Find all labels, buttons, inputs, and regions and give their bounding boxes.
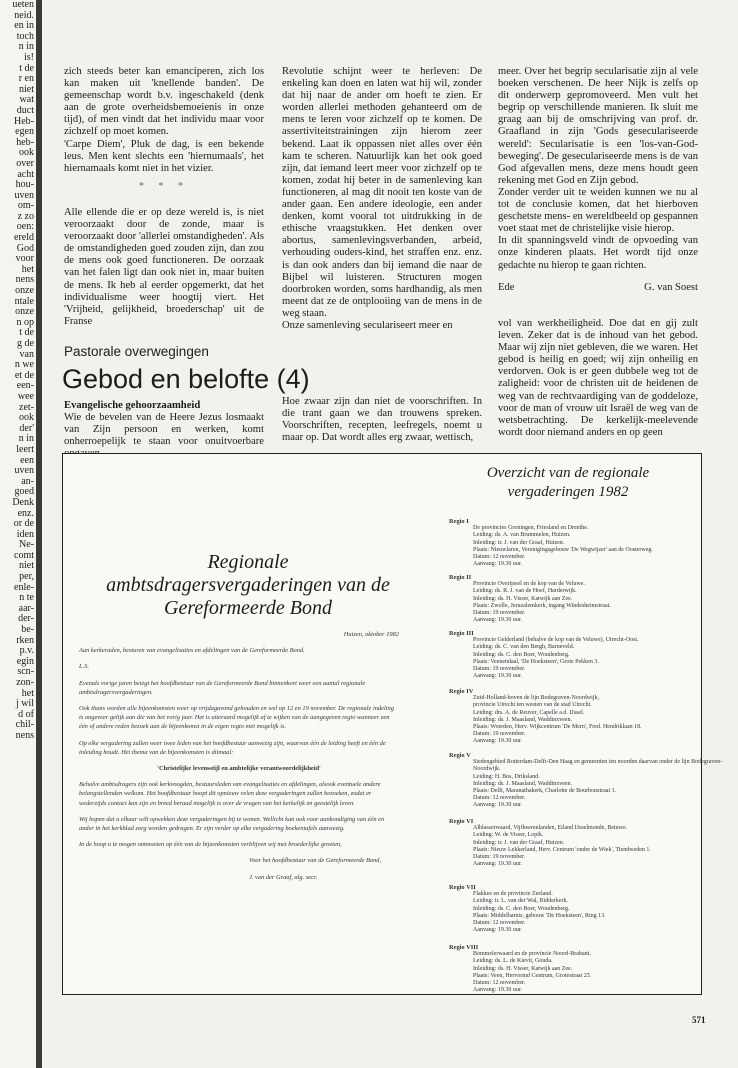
previous-page-fragment: over [16,157,34,169]
paragraph: Hoe zwaar zijn dan niet de voorschriften. In die trant gaan we dan trouwens spreken. Voorschriften, recepten, leefregels, noemt u maar op. Dat wordt alles erg zwaar, wettisch, [282,396,482,444]
region-detail: Datum: 19 november. [473,666,526,673]
region-detail: Flakkee en de provincie Zeeland. [473,891,553,898]
region-detail: Aanvang: 19.30 uur. [473,861,522,868]
paragraph: In dit spanningsveld vindt de opvoeding van onze kinderen plaats. Het wordt tijd onze gedachte nu hierop te gaan richten. [498,235,698,271]
region-detail: Datum: 19 november. [473,731,526,738]
previous-page-fragment: ereld [14,232,34,244]
letter-closing: Voor het hoofdbestuur van de Gereformeerde Bond, [249,857,382,865]
previous-page-fragment: duct [16,104,34,116]
paragraph: Zonder verder uit te weiden kunnen we nu al tot de conclusie komen, dat het hierboven geschetste mens- en wereldbeeld op gespannen voet staat met de christelijke visie hierop. [498,186,698,235]
region-label: Regio III [449,630,474,637]
signature-line [498,282,698,294]
previous-page-fragment: n in [18,433,34,445]
region-detail: Zuid-Holland-boven de lijn Bodegraven-Noordwijk, [473,695,599,702]
letter-paragraph: Evenals vorige jaren beiegt het hoofdbestuur van de Gereformeerde Bond binnenkort weer een aantal regionale ambtsdragersvergaderingen. [79,679,366,696]
previous-page-fragment: onze [15,306,34,318]
region-detail: Leiding: ds. A. van Brummelen, Huizen. [473,532,571,539]
announcement-letter [79,630,399,889]
region-block [449,630,738,680]
region-detail: Provincie Gelderland (behalve de kop van de Veluwe), Utrecht-Oost. [473,637,639,644]
previous-page-fragment: n in [18,41,34,53]
letter-signatory: J. van der Graaf, alg. secr. [249,873,318,881]
previous-page-column [0,0,37,1068]
region-detail: Leiding: ir. L. van der Wal, Ridderkerk. [473,898,569,905]
previous-page-fragment: egin [16,655,34,667]
previous-page-fragment: niet [19,83,34,95]
previous-page-fragment: voor [15,253,34,265]
region-detail: Plaats: Nieuw Lekkerland, Herv. Centrum 'onder de Wiek', Tiendweden 1. [473,846,651,853]
region-block [449,574,738,624]
previous-page-fragment: een [20,454,34,466]
previous-page-fragment: t de [19,62,34,74]
region-label: Regio VI [449,818,474,825]
previous-page-fragment: der- [18,613,34,625]
previous-page-fragment: niet [19,560,34,572]
letter-salutation: L.S. [79,663,89,671]
previous-page-fragment: be- [21,624,34,636]
region-label: Regio V [449,752,471,759]
region-detail: Aanvang: 19.30 uur. [473,617,522,624]
overview-title: Overzicht van de regionale vergaderingen 1982 [486,465,650,500]
region-detail: Inleiding: ds. C. den Boer, Woudenberg. [473,905,570,912]
meeting-theme: 'Christelijke levensstijl en ambtelijke verantwoordelijkheid' [157,765,321,773]
region-detail: Aanvang: 19.30 uur. [473,561,522,568]
paragraph: Alle ellende die er op deze wereld is, is niet veroorzaakt door de zonde, maar is veroorzaakt door 'allerlei omstandigheden'. Als de omstandigheden goed zouden zijn, dan zou de mens ook goed functioneren. De oorzaak van het falen ligt dan ook niet in, maar buiten de mens. Ik heb al eerder opgemerkt, dat het individualisme weer hoogtij viert. Het 'Vrijheid, gelijkheid, broederschap' uit de Franse [64,206,264,327]
previous-page-fragment: rken [16,634,34,646]
previous-page-fragment: en in [14,20,34,32]
previous-page-fragment: goed [14,486,34,498]
place: Ede [498,281,515,293]
region-detail: De provincies Groningen, Friesland en Drenthe. [473,525,589,532]
paragraph: Wie de bevelen van de Heere Jezus losmaakt van Zijn persoon en werken, komt onherroepelijk te staan voor onuitvoerbare [64,412,264,448]
previous-page-fragment: is! [24,51,34,63]
previous-page-fragment: ueten [12,0,34,10]
region-label: Regio II [449,574,472,581]
article-column-3 [498,66,698,294]
region-detail: Datum: 12 november. [473,554,526,561]
letter-paragraph: Op elke vergadering zullen weer twee leden van het hoofdbestuur aanwezig zijn, waarvan één de leiding heeft en één de inleiding houdt. Het thema van de bijeenkomsten is ditmaal: [79,739,386,756]
previous-page-fragment: hou- [15,179,34,191]
previous-page-fragment: uven [14,189,34,201]
article2-column-2 [282,396,482,444]
letter-paragraph: In de hoop u te mogen ontmoeten op één van de bijeenkomsten verblijven wij met broederlijke groeten, [79,841,342,849]
previous-page-fragment: iden [16,528,34,540]
paragraph: meer. Over het begrip secularisatie zijn al vele boeken verschenen. De heer Nijk is zelfs op dit onderwerp gepromoveerd. Men vult het begrip op verschillende manieren. Ik sluit me graag aan bij de omschrijving van prof. dr. Graafland in zijn 'Gods geseculariseerde wereld': Secularisatie is een 'los-van-God-beweging'. De geseculariseerde mens is de van God afgevallen mens, deze mens houdt geen rekening met God en Zijn gebod. [498,66,698,186]
previous-page-fragment: Denk [12,496,34,508]
paragraph: 'Carpe Diem', Pluk de dag, is een bekende leus. Men kent slechts een 'hiernumaals', het hiernamaals komt niet in het vizier. [64,138,264,174]
region-detail: Leiding: H. Bos, Driksland. [473,773,540,780]
region-detail: Inleiding: ds. J. Maasland, Waddinxveen. [473,780,573,787]
region-detail: Leiding: W. de Visser, Lopik. [473,832,544,839]
region-detail: Plaats: Veenendaal, 'De Hoeksteen', Grote Pekken 3. [473,658,599,665]
region-detail: Aanvang: 19.30 uur. [473,738,522,745]
region-block [449,518,738,568]
region-detail: Inleiding: ir. J. van der Graaf, Huizen. [473,839,565,846]
region-detail: Stedengebied Rotterdam-Delft-Den Haag en gemeenten ten noorden daarvan onder de lijn Bodegraven-Noordwijk. [473,759,723,773]
region-detail: Inleiding: ds. H. Visser, Katwijk aan Zee. [473,595,573,602]
previous-page-fragment: chil- [15,719,34,731]
region-detail: Inleiding: ds. H. Visser, Katwijk aan Zee. [473,965,573,972]
previous-page-fragment: or de [13,518,34,530]
previous-page-fragment: leert [16,443,34,455]
previous-page-fragment: van [19,348,34,360]
article-kicker: Pastorale overwegingen [64,344,209,359]
paragraph: zich steeds beter kan emanciperen, zich los kan maken uit 'knellende banden'. De gemeenschap wordt b.v. ingeschakeld (denk aan de grote overheidsbemoeienis in onze tijd), of men vindt dat het individu maar voor zichzelf op moet komen. [64,66,264,138]
region-detail: Leiding: ds. L. de Kievit, Gouda. [473,958,553,965]
region-detail: Datum: 12 november. [473,920,526,927]
region-block [449,688,738,746]
previous-page-fragment: nens [15,274,34,286]
previous-page-fragment: nens [15,729,34,741]
previous-page-fragment: aar- [18,602,34,614]
article-title: Gebod en belofte (4) [62,364,310,394]
region-label: Regio IV [449,688,474,695]
region-detail: Datum: 19 november. [473,610,526,617]
region-detail: Aanvang: 19.30 uur. [473,673,522,680]
previous-page-fragment: acht [17,168,34,180]
region-detail: Alblasserwaard, Vijfheerenlanden, Eiland IJsselmonde, Betuwe. [473,825,628,832]
previous-page-fragment: ook [19,412,34,424]
previous-page-fragment: n te [19,592,34,604]
letter-paragraph: Ook thans worden alle bijeenkomsten weer op vrijdagavond gehouden en wel op 12 en 19 november. De regionale indeling is ongeveer gelijk aan die van het vorig jaar. Het is uiteraard mogelijk af te wijken van de aangegeven regio wanneer een één of andere reden bezoek aan de bijeenkomst in de eigen regio niet mogelijk is. [79,705,394,731]
region-label: Regio VII [449,884,476,891]
previous-page-fragment: Ne- [19,539,34,551]
subheading: Evangelische gehoorzaamheid [64,400,201,411]
page-number: 571 [692,1015,706,1025]
region-detail: Aanvang: 19.30 uur. [473,987,522,994]
previous-page-fragment: g de [17,338,34,349]
previous-page-fragment: neid. [14,9,34,21]
region-detail: Leiding: ds. C. van den Bergh, Barneveld. [473,644,575,651]
article-column-1 [64,66,264,328]
region-detail: Plaats: Nieuwlaren, Verenigingsgebouw 'De Wegwijzer' aan de Oosterweg. [473,546,653,553]
region-block [449,752,738,810]
previous-page-fragment: t de [19,327,34,339]
previous-page-fragment: wee [17,390,34,402]
previous-page-fragment: Heb- [14,115,34,127]
region-detail: Bommelerwaard en de provincie Noord-Brabant. [473,951,591,958]
previous-page-fragment: scn- [17,666,34,678]
region-detail: Plaats: Delft, Maranathakerk, Charlotte de Bourbonstraat 1. [473,788,617,795]
region-detail: Inleiding: ir. J. van der Graaf, Huizen. [473,539,565,546]
region-detail: Leiding: ds. R. J. van de Hoef, Harderwijk. [473,588,577,595]
region-detail: Inleiding: ds. J. Maasland, Waddinxveen. [473,716,573,723]
previous-page-fragment: comt [14,549,34,561]
article-column-2 [282,66,482,332]
previous-page-fragment: een- [16,380,34,392]
previous-page-fragment: r en [18,73,34,85]
previous-page-fragment: het [21,687,34,699]
region-label: Regio VIII [449,944,479,951]
region-detail: Aanvang: 19.30 uur. [473,927,522,934]
previous-page-fragment: an- [21,475,34,487]
region-detail: Datum: 12 november. [473,980,526,987]
article2-column-3 [498,318,698,439]
region-detail: Provincie Overijssel en de kop van de Veluwe. [473,581,585,588]
previous-page-fragment: n op [16,316,34,328]
region-detail: Datum: 19 november. [473,854,526,861]
previous-page-fragment: uven [14,465,34,477]
previous-page-fragment: et de [14,369,34,381]
page-gutter [36,0,42,1068]
previous-page-fragment: per, [19,571,34,583]
region-detail: Aanvang: 19.30 uur. [473,802,522,809]
previous-page-fragment: enle- [14,581,34,593]
previous-page-fragment: d of [18,708,34,720]
region-detail: Leiding: drs. A. de Reuver, Capelle a.d. IJssel. [473,709,585,716]
letter-paragraph: Behalve ambtsdragers zijn ook kerkvoogden, bestuursleden van evangelisaties en afdelingen, alsook eventuele andere belangstellenden welkom. Het hoofdbestuur hoopt dit opnieuw velen deze vergaderingen zullen bezoeken, zodat er wederzijds contact kan zijn en breed beraad mogelijk is over de vragen van het kerkelijk en geestelijk leven. [79,781,381,807]
previous-page-fragment: om- [17,200,34,212]
previous-page-fragment: p.v. [19,645,34,657]
previous-page-fragment: God [16,242,34,254]
author: G. van Soest [644,281,698,293]
previous-page-fragment: zon- [16,677,34,688]
region-block [449,944,738,994]
letter-date: Huizen, oktober 1982 [343,631,399,638]
announcement-box [62,453,723,995]
region-detail: Plaats: Zwolle, Jeruzalemkerk, ingang Windesheimstraat. [473,602,611,609]
previous-page-fragment: ntale [14,295,34,307]
paragraph: Onze samenleving seculariseert meer en [282,319,453,331]
previous-page-fragment: toch [16,30,34,42]
previous-page-fragment: der' [19,422,34,434]
region-detail: Plaats: Woerden, Herv. Wijkcentrum 'De Mern', Fred. Hendriklaan 18. [473,724,642,731]
announcement-title: Regionale ambtsdragersvergaderingen van de Gereformeerde Bond [106,551,390,619]
letter-paragraph: Wij hopen dat u elkaar wilt opwekken deze vergaderingen bij te wonen. Wellicht kan ook voor aankondiging van één en ander in het kerkblad zorg worden gedragen. Er zijn verder op elke vergadering boekentafels aanwezig. [79,815,385,833]
previous-page-fragment: j wil [15,698,34,710]
previous-page-fragment: n we [14,359,34,371]
region-label: Regio I [449,518,469,525]
region-detail: Inleiding: ds. C. den Boer, Woudenberg. [473,651,570,658]
previous-page-fragment: ook [19,147,34,159]
previous-page-fragment: wat [19,94,34,106]
previous-page-fragment: enz. [17,507,34,519]
previous-page-fragment: onze [15,285,34,297]
region-detail: Plaats: Middelharnis, gebouw 'De Hoeksteen', Ring 13. [473,912,606,919]
region-block [449,884,738,934]
article2-column-1 [64,400,264,460]
region-detail: provincie Utrecht ten westen van de stad Utrecht. [473,702,592,709]
region-block [449,818,738,868]
previous-page-fragment: oen: [16,221,34,233]
paragraph: Revolutie schijnt weer te herleven: De enkeling kan doen en laten wat hij wil, zonder dat hij naar de ander om hoeft te zien. Er worden allerlei methoden gehanteerd om de mens te leren voor zichzelf op te komen. De assertiviteitstrainingen zijn hierom zeer bekend. Laat ik oppassen niet alles over één kam te scheren. Natuurlijk kan het ook goed zijn, dat iemand leert meer voor zichzelf op te komen, zodat hij beter in de samenleving kan functioneren, al mag dit nooit ten koste van de ander gaan. Een andere ideologie, een ander denken, komt vooral tot uitdrukking in de ethische vraagstukken. Het denken over abortus, samenlevingsverbanden, arbeid, verhouding ouders-kind, het straffen enz. enz. is dan ook anders dan bij iemand die naar de Bijbel wil luisteren. Structuren mogen doorbroken worden, soms hardhandig, als men meent dat ze de ontplooiing van de mens in de weg staan. [282,66,482,319]
letter-recipients: Aan kerkeraden, besturen van evangelisaties en afdelingen van de Gereformeerde Bond. [79,647,305,655]
region-detail: Plaats: Veen, Hervormd Centrum, Grotestraat 25. [473,972,592,979]
previous-page-fragment: egen [15,126,34,138]
previous-page-fragment: zet- [19,401,34,413]
paragraph: vol van werkheiligheid. Doe dat en gij zult leven. Zeker dat is de inhoud van het gebod. Maar wij zijn niet gebleven, die we waren. Het gebod is heilig en goed; wij zijn onheilig en verdorven. Ook is er geen dubbele weg tot de zaligheid: voor de christen uit de heidenen de weg van de rechtvaardiging van de goddeloze, voor de man of vrouw uit Israël de weg van de wetsbetrachting. De kerkelijk-meelevende wordt door niemand anders en op geen [498,318,698,438]
section-separator: * * * [139,180,189,192]
previous-page-fragment: het [21,263,34,275]
previous-page-fragment: heb- [16,136,34,148]
region-detail: Datum: 12 november. [473,795,526,802]
previous-page-fragment: z zo [17,210,34,222]
